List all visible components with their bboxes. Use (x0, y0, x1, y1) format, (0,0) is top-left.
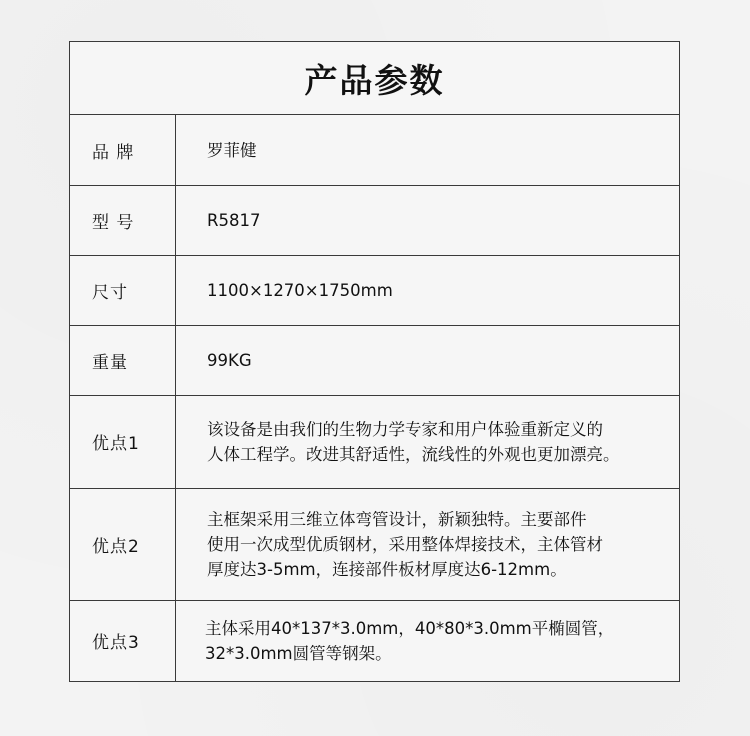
spec-value-weight: 99KG (207, 350, 252, 370)
spec-row-weight (70, 325, 679, 396)
product-spec-table (69, 41, 680, 682)
spec-value-model: R5817 (207, 210, 261, 230)
spec-label-model: 型 号 (70, 185, 176, 255)
spec-row-brand (70, 115, 679, 186)
spec-value-advantage-2: 主框架采用三维立体弯管设计，新颖独特。主要部件 使用一次成型优质钢材，采用整体焊接技术，主体管材 厚度达3-5mm，连接部件板材厚度达6-12mm。 (207, 509, 603, 579)
spec-label-advantage-1: 优点1 (70, 395, 176, 488)
spec-value-advantage-3: 主体采用40*137*3.0mm，40*80*3.0mm平椭圆管， 32*3.0mm圆管等钢架。 (205, 618, 615, 663)
table-title: 产品参数 (304, 60, 445, 100)
spec-value-size: 1100×1270×1750mm (207, 280, 393, 300)
spec-value-brand: 罗菲健 (207, 140, 257, 160)
table-title-row (70, 42, 679, 115)
spec-row-advantage-3 (70, 600, 679, 681)
spec-label-brand: 品 牌 (70, 115, 176, 185)
spec-label-size: 尺寸 (70, 255, 176, 325)
spec-row-size (70, 255, 679, 326)
spec-row-advantage-2 (70, 488, 679, 601)
spec-label-advantage-3: 优点3 (70, 600, 176, 681)
spec-row-model (70, 185, 679, 256)
spec-label-weight: 重量 (70, 325, 176, 395)
spec-value-advantage-1: 该设备是由我们的生物力学专家和用户体验重新定义的 人体工程学。改进其舒适性，流线性的外观也更加漂亮。 (207, 419, 620, 464)
spec-row-advantage-1 (70, 395, 679, 489)
spec-label-advantage-2: 优点2 (70, 488, 176, 600)
